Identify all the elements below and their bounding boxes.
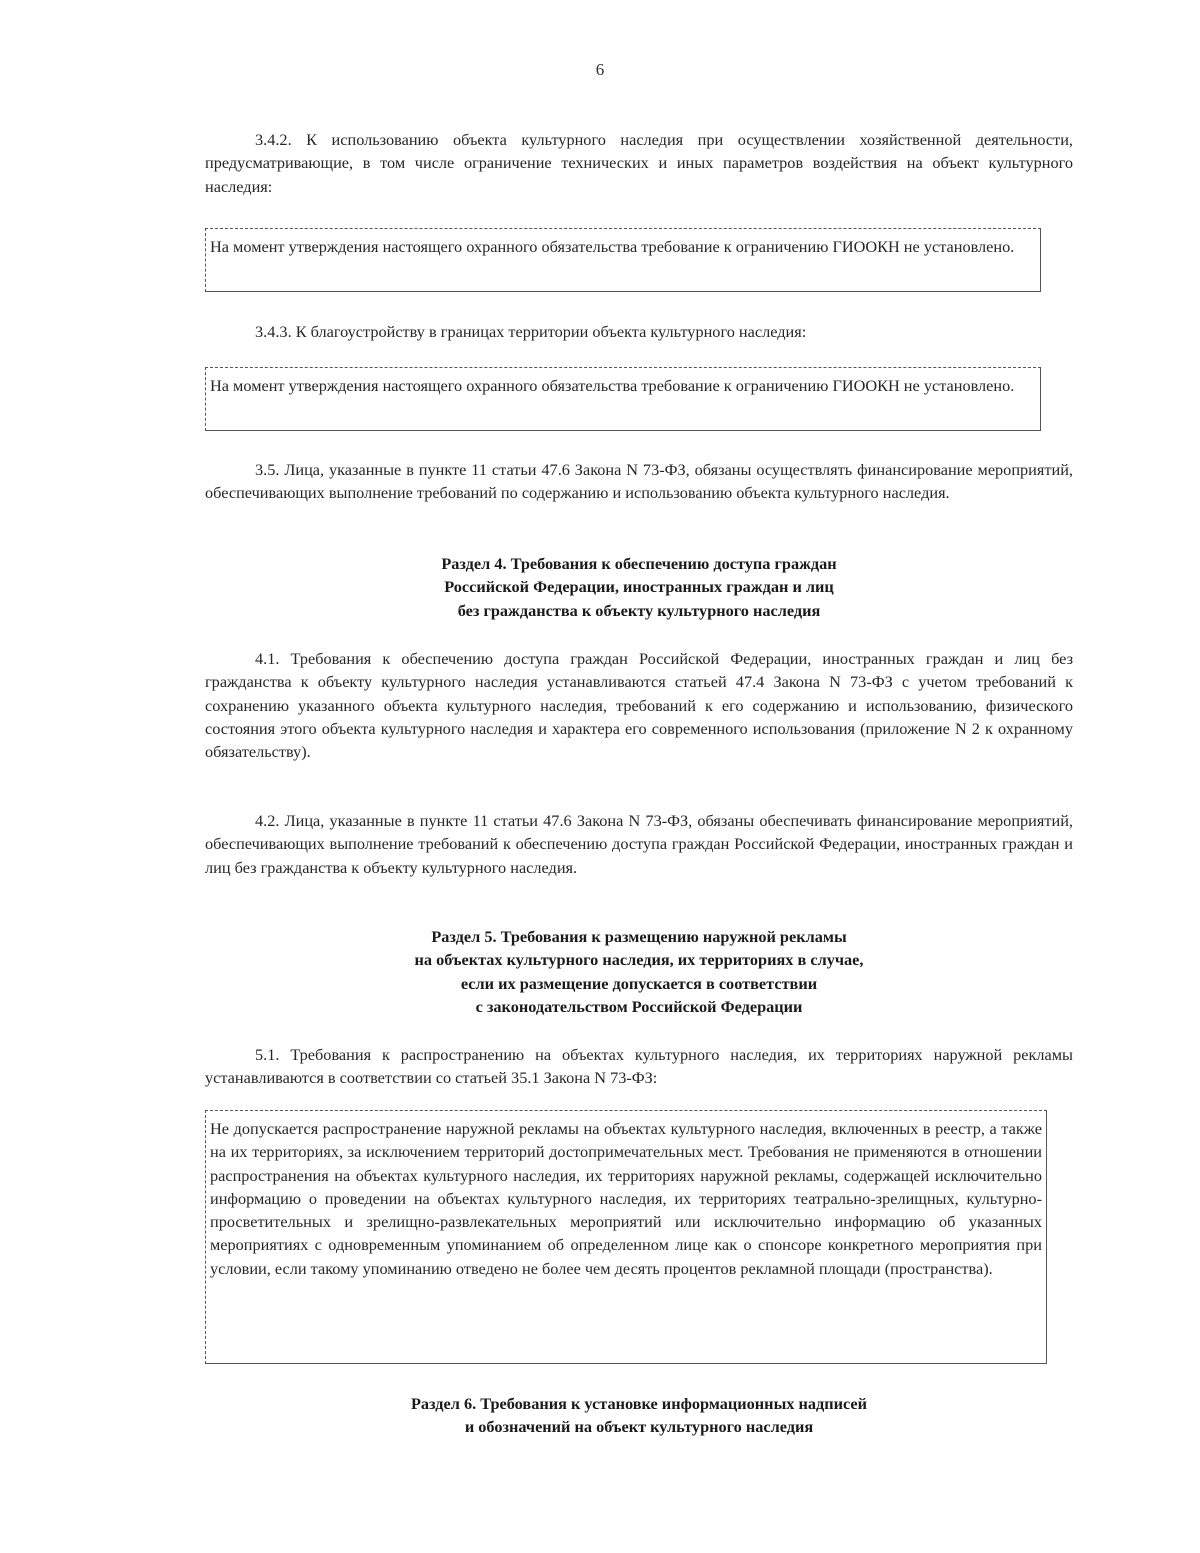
paragraph-4-1: 4.1. Требования к обеспечению доступа граждан Российской Федерации, иностранных граждан и лиц без гражданства к объекту культурного наследия устанавливаются статьей 47.4 Закона N 73-ФЗ с учетом требований к сохранению указанного объекта культурного наследия, требований к его содержанию и использованию, физического состояния этого объекта культурного наследия и характера его современного использования (приложение N 2 к охранному обязательству). [205, 649, 1073, 762]
section-4-heading-line: без гражданства к объекту культурного наследия [457, 600, 821, 620]
section-4-heading-line: Российской Федерации, иностранных граждан и лиц [444, 577, 834, 597]
requirement-box-5-1: Не допускается распространение наружной рекламы на объектах культурного наследия, включенных в реестр, а также на их территориях, за исключением территорий достопримечательных мест. Требования не применяются в отношении распространения на объектах культурного наследия, их территориях наружной рекламы, содержащей исключительно информацию о проведении на объектах культурного наследия, их территориях театрально-зрелищных, культурно-просветительных и зрелищно-развлекательных мероприятий или исключительно информацию об указанных мероприятиях с одновременным упоминанием об определенном лице как о спонсоре конкретного мероприятия при условии, если такому упоминанию отведено не более чем десять процентов рекламной площади (пространства). [205, 1110, 1047, 1364]
section-5-heading-line: на объектах культурного наследия, их территориях в случае, [414, 950, 864, 970]
section-5-heading-line: Раздел 5. Требования к размещению наружной рекламы [431, 927, 847, 946]
page-number: 6 [595, 60, 605, 79]
requirement-box-3-4-3: На момент утверждения настоящего охранного обязательства требование к ограничению ГИООКН не установлено. [205, 367, 1041, 431]
paragraph-3-4-2: 3.4.2. К использованию объекта культурного наследия при осуществлении хозяйственной деятельности, предусматривающие, в том числе ограничение технических и иных параметров воздействия на объект культурного наследия: [205, 130, 1073, 196]
section-6-heading-line: и обозначений на объект культурного наследия [464, 1417, 814, 1437]
section-6-heading [205, 1392, 1073, 1439]
requirement-box-3-4-2: На момент утверждения настоящего охранного обязательства требование к ограничению ГИООКН не установлено. [205, 228, 1041, 292]
paragraph-4-2: 4.2. Лица, указанные в пункте 11 статьи 47.6 Закона N 73-ФЗ, обязаны обеспечивать финансирование мероприятий, обеспечивающих выполнение требований к обеспечению доступа граждан Российской Федерации, иностранных граждан и лиц без гражданства к объекту культурного наследия. [205, 811, 1073, 877]
section-5-heading-line: если их размещение допускается в соответствии [460, 973, 818, 993]
section-4-heading [205, 552, 1073, 622]
section-5-heading [205, 925, 1073, 1018]
section-4-heading-line: Раздел 4. Требования к обеспечению доступа граждан [441, 554, 837, 573]
paragraph-3-5: 3.5. Лица, указанные в пункте 11 статьи 47.6 Закона N 73-ФЗ, обязаны осуществлять финансирование мероприятий, обеспечивающих выполнение требований по содержанию и использованию объекта культурного наследия. [205, 460, 1073, 503]
paragraph-5-1: 5.1. Требования к распространению на объектах культурного наследия, их территориях наружной рекламы устанавливаются в соответствии со статьей 35.1 Закона N 73-ФЗ: [205, 1045, 1073, 1088]
section-5-heading-line: с законодательством Российской Федерации [475, 996, 803, 1016]
paragraph-3-4-3: 3.4.3. К благоустройству в границах территории объекта культурного наследия: [255, 322, 807, 341]
section-6-heading-line: Раздел 6. Требования к установке информационных надписей [410, 1394, 868, 1413]
